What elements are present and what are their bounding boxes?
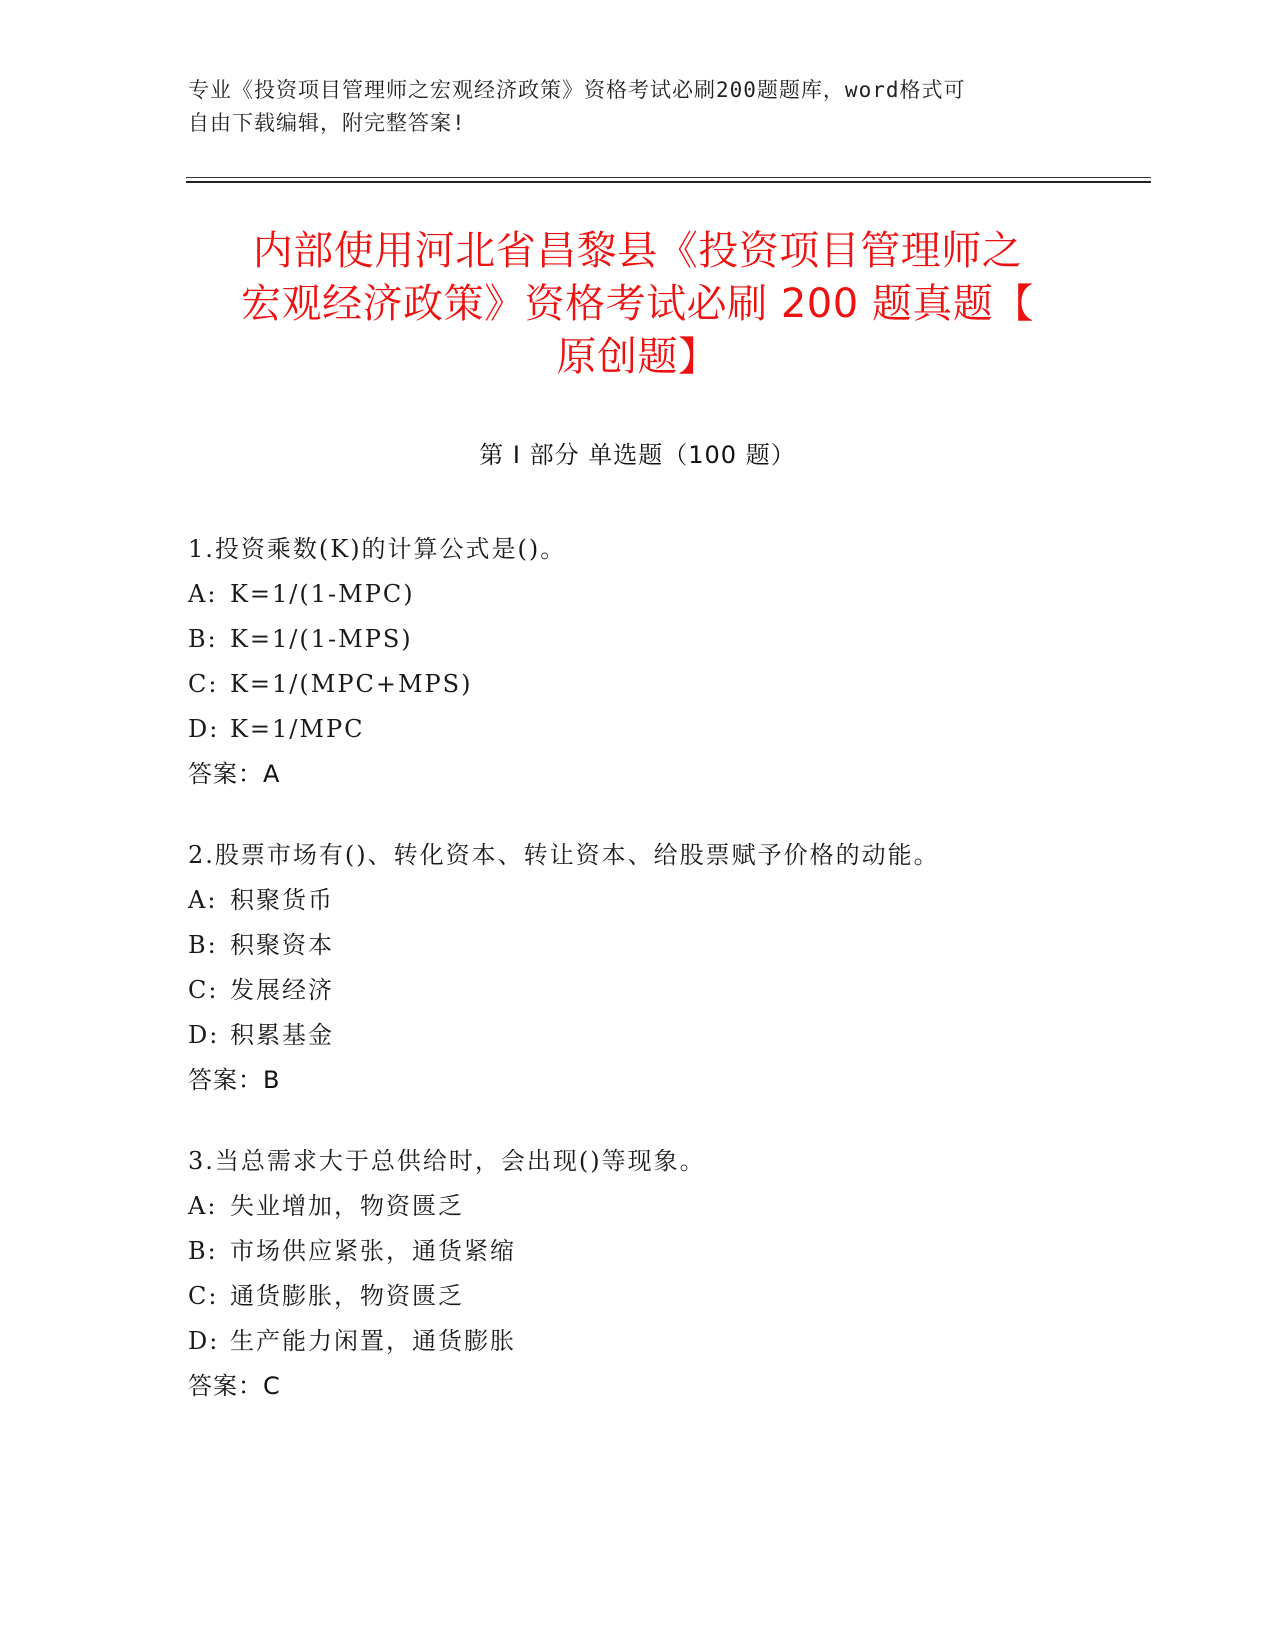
answer bbox=[188, 1058, 1188, 1103]
answer-label: 答案： bbox=[188, 1066, 263, 1094]
intro-line-2: 自由下载编辑，附完整答案! bbox=[188, 111, 466, 135]
option-text: 积聚货币 bbox=[230, 886, 334, 914]
option-letter: A: bbox=[188, 1192, 218, 1220]
option-letter: D: bbox=[188, 1021, 220, 1049]
option-text: 积聚资本 bbox=[230, 931, 334, 959]
option-letter: B: bbox=[188, 625, 218, 653]
option-letter: D: bbox=[188, 715, 220, 743]
header-rule-thin bbox=[186, 177, 1151, 178]
intro-line-1: 专业《投资项目管理师之宏观经济政策》资格考试必刷200题题库，word格式可 bbox=[188, 78, 966, 102]
answer bbox=[188, 1364, 1188, 1409]
option-text: 发展经济 bbox=[230, 976, 334, 1004]
option-b bbox=[188, 923, 1188, 968]
option-b bbox=[188, 1229, 1188, 1274]
answer bbox=[188, 752, 1188, 797]
option-text: K=1/MPC bbox=[230, 715, 365, 743]
question-stem: 2.股票市场有()、转化资本、转让资本、给股票赋予价格的动能。 bbox=[188, 841, 940, 869]
question-stem: 1.投资乘数(K)的计算公式是()。 bbox=[188, 535, 567, 563]
question-3 bbox=[188, 1139, 1188, 1409]
option-text: 通货膨胀，物资匮乏 bbox=[230, 1282, 464, 1310]
option-text: K=1/(1-MPS) bbox=[230, 625, 413, 653]
option-letter: C: bbox=[188, 1282, 219, 1310]
option-a bbox=[188, 1184, 1188, 1229]
option-letter: D: bbox=[188, 1327, 220, 1355]
option-d bbox=[188, 1319, 1188, 1364]
option-text: 失业增加，物资匮乏 bbox=[230, 1192, 464, 1220]
answer-value: B bbox=[263, 1066, 281, 1094]
option-b bbox=[188, 617, 1188, 662]
answer-value: C bbox=[263, 1372, 281, 1400]
section-title: 第 I 部分 单选题（100 题） bbox=[479, 441, 796, 469]
option-letter: A: bbox=[188, 580, 218, 608]
option-c bbox=[188, 662, 1188, 707]
option-letter: B: bbox=[188, 1237, 218, 1265]
answer-label: 答案： bbox=[188, 760, 263, 788]
option-c bbox=[188, 1274, 1188, 1319]
option-letter: C: bbox=[188, 670, 219, 698]
option-text: 积累基金 bbox=[230, 1021, 334, 1049]
question-list bbox=[188, 527, 1188, 1445]
question-stem: 3.当总需求大于总供给时，会出现()等现象。 bbox=[188, 1147, 706, 1175]
question-2 bbox=[188, 833, 1188, 1103]
title-line-2: 宏观经济政策》资格考试必刷 200 题真题【 bbox=[241, 281, 1034, 327]
title-line-3: 原创题】 bbox=[556, 334, 719, 380]
question-1 bbox=[188, 527, 1188, 797]
document-title bbox=[150, 225, 1125, 384]
option-d bbox=[188, 1013, 1188, 1058]
option-c bbox=[188, 968, 1188, 1013]
answer-value: A bbox=[263, 760, 281, 788]
intro-paragraph bbox=[188, 74, 1088, 140]
title-line-1: 内部使用河北省昌黎县《投资项目管理师之 bbox=[252, 228, 1023, 274]
option-text: 市场供应紧张，通货紧缩 bbox=[230, 1237, 516, 1265]
option-letter: B: bbox=[188, 931, 218, 959]
option-text: K=1/(MPC+MPS) bbox=[230, 670, 473, 698]
option-letter: A: bbox=[188, 886, 218, 914]
option-a bbox=[188, 572, 1188, 617]
header-rule-thick bbox=[186, 181, 1151, 183]
option-letter: C: bbox=[188, 976, 219, 1004]
option-a bbox=[188, 878, 1188, 923]
option-d bbox=[188, 707, 1188, 752]
option-text: 生产能力闲置，通货膨胀 bbox=[230, 1327, 516, 1355]
option-text: K=1/(1-MPC) bbox=[230, 580, 415, 608]
answer-label: 答案： bbox=[188, 1372, 263, 1400]
